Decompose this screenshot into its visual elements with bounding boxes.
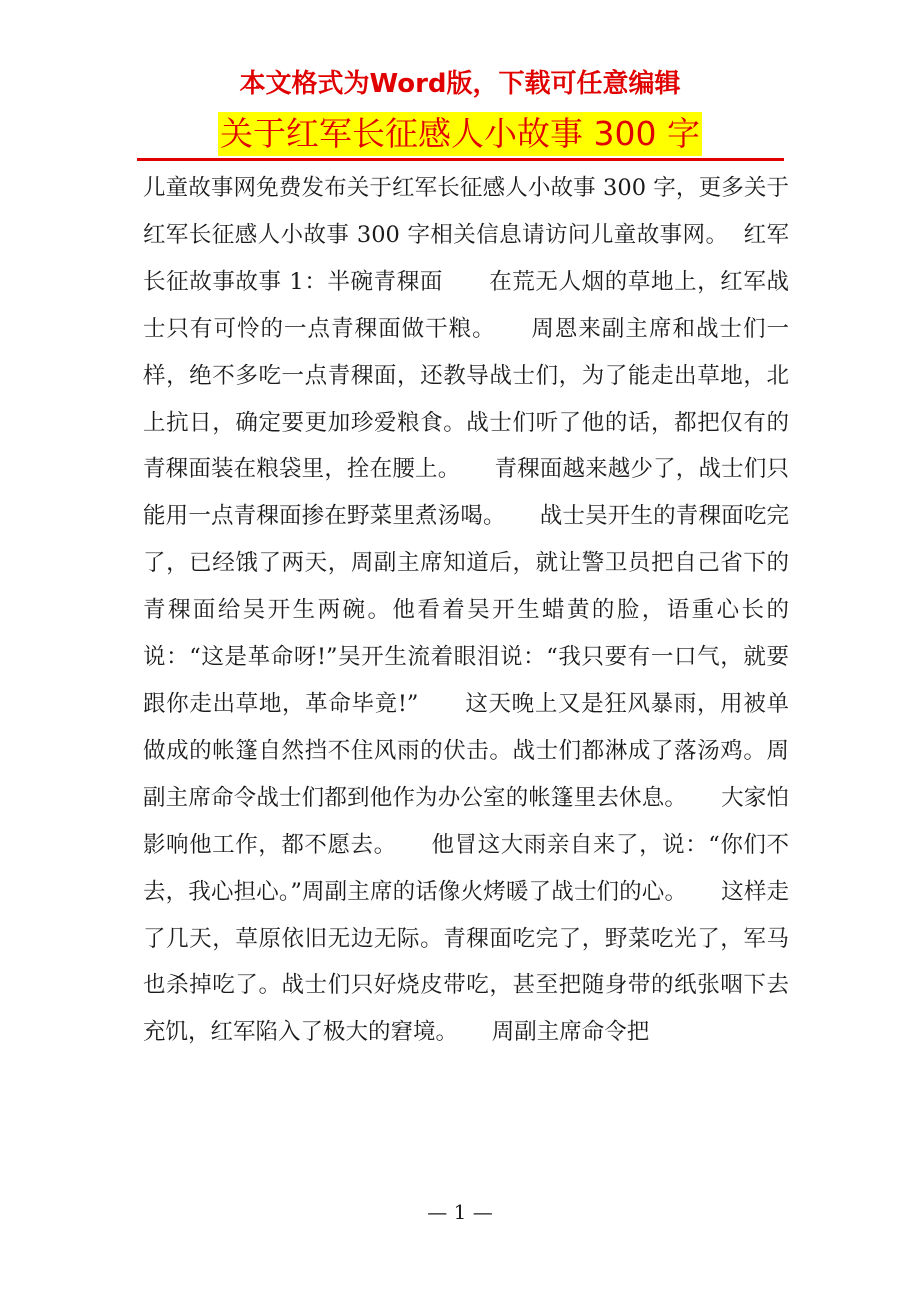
- body-text: 儿童故事网免费发布关于红军长征感人小故事 300 字，更多关于红军长征感人小故事 300 字相关信息请访问儿童故事网。 红军长征故事故事 1：半碗青稞面 在荒无人烟的草地上，红军战士只有可怜的一点青稞面做干粮。 周恩来副主席和战士们一样，绝不多吃一点青稞面，还教导战士们，为了能走出草地，北上抗日，确定要更加珍爱粮食。战士们听了他的话，都把仅有的青稞面装在粮袋里，拴在腰上。 青稞面越来越少了，战士们只能用一点青稞面掺在野菜里煮汤喝。 战士吴开生的青稞面吃完了，已经饿了两天，周副主席知道后，就让警卫员把自己省下的青稞面给吴开生两碗。他看着吴开生蜡黄的脸，语重心长的说：“这是革命呀!”吴开生流着眼泪说：“我只要有一口气，就要跟你走出草地，革命毕竟!” 这天晚上又是狂风暴雨，用被单做成的帐篷自然挡不住风雨的伏击。战士们都淋成了落汤鸡。周副主席命令战士们都到他作为办公室的帐篷里去休息。 大家怕影响他工作，都不愿去。 他冒这大雨亲自来了，说：“你们不去，我心担心。”周副主席的话像火烤暖了战士们的心。 这样走了几天，草原依旧无边无际。青稞面吃完了，野菜吃光了，军马也杀掉吃了。战士们只好烧皮带吃，甚至把随身带的纸张咽下去充饥，红军陷入了极大的窘境。 周副主席命令把: [143, 175, 789, 1046]
- title-divider: [137, 158, 784, 161]
- title-row: [0, 112, 920, 156]
- document-title: 关于红军长征感人小故事 300 字: [218, 112, 702, 156]
- page-number: — 1 —: [427, 1200, 493, 1224]
- format-notice: 本文格式为Word版，下载可任意编辑: [239, 69, 681, 99]
